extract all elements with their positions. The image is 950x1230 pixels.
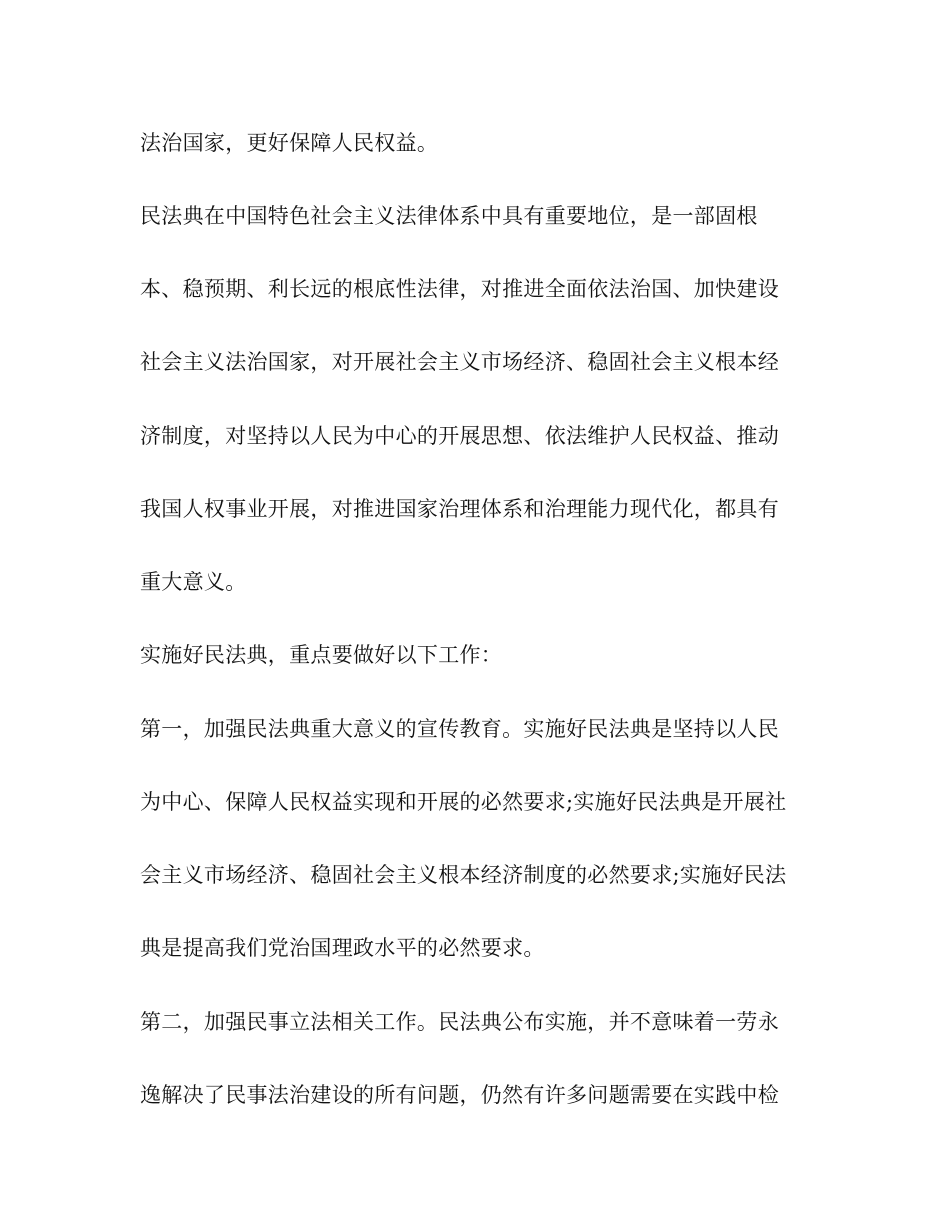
text-line: 济制度，对坚持以人民为中心的开展思想、依法维护人民权益、推动 (140, 424, 779, 448)
text-line: 重大意义。 (140, 570, 247, 594)
text-line: 社会主义法治国家，对开展社会主义市场经济、稳固社会主义根本经 (140, 350, 779, 374)
text-line: 第一，加强民法典重大意义的宣传教育。实施好民法典是坚持以人民 (140, 717, 779, 741)
text-line: 会主义市场经济、稳固社会主义根本经济制度的必然要求;实施好民法 (140, 863, 787, 887)
text-line: 我国人权事业开展，对推进国家治理体系和治理能力现代化，都具有 (140, 497, 779, 521)
text-line: 本、稳预期、利长远的根底性法律，对推进全面依法治国、加快建设 (140, 277, 779, 301)
text-line: 民法典在中国特色社会主义法律体系中具有重要地位，是一部固根 (140, 204, 758, 228)
text-line: 实施好民法典，重点要做好以下工作： (140, 643, 503, 667)
text-line: 法治国家，更好保障人民权益。 (140, 131, 439, 155)
text-line: 逸解决了民事法治建设的所有问题，仍然有许多问题需要在实践中检 (140, 1083, 779, 1107)
text-line: 第二，加强民事立法相关工作。民法典公布实施，并不意味着一劳永 (140, 1010, 779, 1034)
text-line: 典是提高我们党治国理政水平的必然要求。 (140, 936, 545, 960)
text-line: 为中心、保障人民权益实现和开展的必然要求;实施好民法典是开展社 (140, 790, 787, 814)
